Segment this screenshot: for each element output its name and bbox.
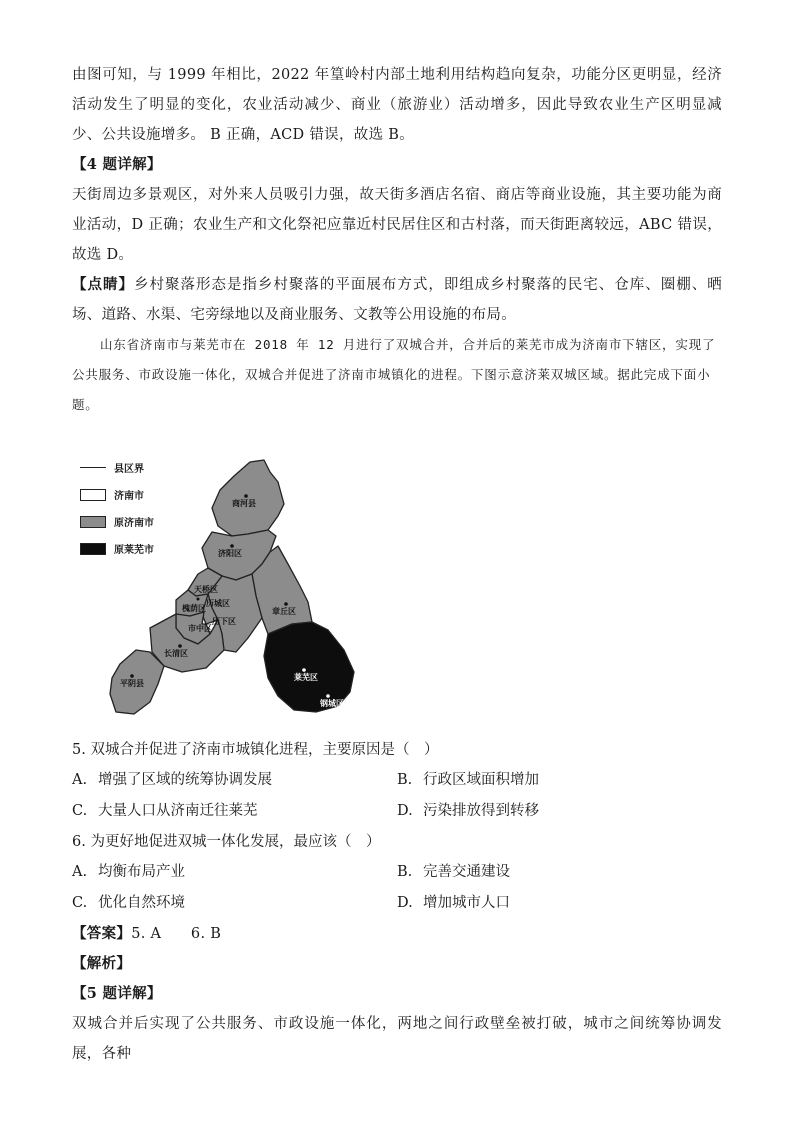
q6-option-d[interactable]: D. 增加城市人口 <box>397 895 510 911</box>
material-intro: 山东省济南市与莱芜市在 2018 年 12 月进行了双城合并，合并后的莱芜市成为济南市下辖区，实现了公共服务、市政设施一体化，双城合并促进了济南市城镇化的进程。下图示意济莱双城区域。据此完成下面小题。 <box>72 337 716 412</box>
detail-5-text: 双城合并后实现了公共服务、市政设施一体化，两地之间行政壁垒被打破，城市之间统筹协调发展，各种 <box>72 1016 722 1062</box>
dianjing-paragraph <box>72 270 722 330</box>
map-figure <box>72 424 722 729</box>
q5-option-a[interactable]: A. 增强了区域的统筹协调发展 <box>72 772 272 788</box>
label-pingyin: 平阴县 <box>120 679 144 688</box>
label-changqing: 长清区 <box>164 649 188 658</box>
question-5-options-row-2 <box>72 796 722 827</box>
region-shanghe <box>212 460 284 536</box>
label-gangcheng: 钢城区 <box>320 699 344 708</box>
label-tianqiao: 天桥区 <box>194 585 218 594</box>
q6-option-c[interactable]: C. 优化自然环境 <box>72 895 185 911</box>
answer-line <box>72 919 722 949</box>
label-zhangqiu: 章丘区 <box>272 607 296 616</box>
question-6-options-row-1 <box>72 857 722 888</box>
analysis-label: 【解析】 <box>72 955 132 972</box>
q5-option-c[interactable]: C. 大量人口从济南迁往莱芜 <box>72 803 258 819</box>
q6-option-b[interactable]: B. 完善交通建设 <box>397 864 510 880</box>
dianjing-text: 乡村聚落形态是指乡村聚落的平面展布方式，即组成乡村聚落的民宅、仓库、圈棚、晒场、道路、水渠、宅旁绿地以及商业服务、文教等公用设施的布局。 <box>72 277 723 323</box>
q5-option-b[interactable]: B. 行政区域面积增加 <box>397 772 539 788</box>
legend-old-jinan: 原济南市 <box>80 508 154 535</box>
legend-old-laiwu: 原莱芜市 <box>80 535 154 562</box>
label-licheng: 历城区 <box>206 599 230 608</box>
label-shanghe: 商河县 <box>232 499 256 508</box>
map-svg <box>72 424 722 729</box>
label-shizhong: 市中区 <box>188 624 212 633</box>
question-5-stem: 5. 双城合并促进了济南市城镇化进程，主要原因是（ ） <box>72 742 439 758</box>
answer-label: 【答案】 <box>72 925 132 942</box>
dianjing-label: 【点睛】 <box>72 276 134 293</box>
question-6-options-row-2 <box>72 888 722 919</box>
detail-4-text: 天街周边多景观区，对外来人员吸引力强，故天街多酒店名宿、商店等商业设施，其主要功能为商业活动，D 正确；农业生产和文化祭祀应靠近村民居住区和古村落，而天街距离较远，ABC 错误，故选 D。 <box>72 187 722 263</box>
label-lixia: 历下区 <box>212 617 236 626</box>
question-6-stem: 6. 为更好地促进双城一体化发展，最应该（ ） <box>72 834 381 850</box>
legend-boundary: 县区界 <box>80 454 154 481</box>
detail-5-title: 【5 题详解】 <box>72 985 162 1002</box>
answer-text: 5. A 6. B <box>131 926 222 942</box>
document-page <box>72 60 722 1069</box>
q5-option-d[interactable]: D. 污染排放得到转移 <box>397 803 539 819</box>
legend-jinan: 济南市 <box>80 481 154 508</box>
paragraph-explanation-3: 由图可知，与 1999 年相比，2022 年篁岭村内部土地利用结构趋向复杂，功能分区更明显，经济活动发生了明显的变化，农业活动减少、商业（旅游业）活动增多，因此导致农业生产区明显减少、公共设施增多。 B 正确，ACD 错误，故选 B。 <box>72 67 722 143</box>
label-laicheng: 莱芜区 <box>294 673 318 682</box>
detail-4-title: 【4 题详解】 <box>72 156 162 173</box>
question-5-options-row-1 <box>72 765 722 796</box>
label-jiyang: 济阳区 <box>218 549 242 558</box>
q6-option-a[interactable]: A. 均衡布局产业 <box>72 864 185 880</box>
label-huaiyin: 槐荫区 <box>182 604 206 613</box>
